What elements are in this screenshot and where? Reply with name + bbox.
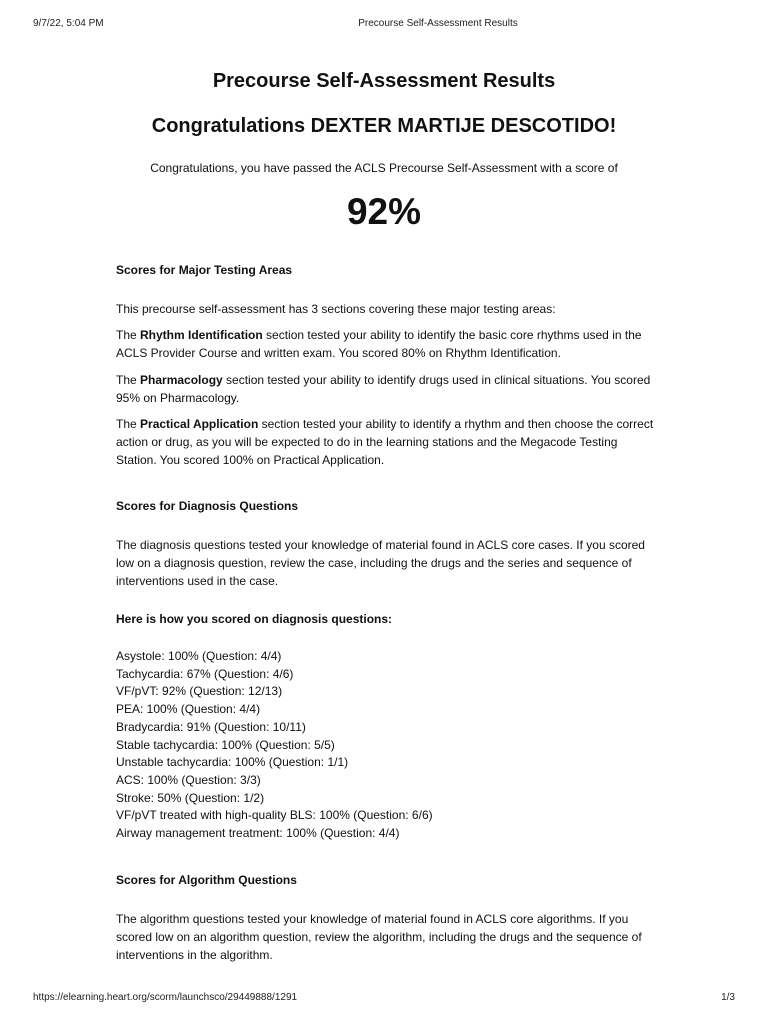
diagnosis-score-list	[116, 648, 433, 843]
diagnosis-heading: Scores for Diagnosis Questions	[116, 499, 299, 513]
rhythm-section-name: Rhythm Identification	[140, 328, 263, 342]
list-item: Bradycardia: 91% (Question: 10/11)	[116, 719, 306, 734]
list-item: Asystole: 100% (Question: 4/4)	[116, 649, 282, 663]
overall-score: 92%	[346, 191, 422, 232]
diagnosis-subheading: Here is how you scored on diagnosis questions:	[116, 612, 393, 626]
rhythm-pre: The	[116, 328, 141, 342]
pharm-pre: The	[116, 373, 141, 387]
list-item: Airway management treatment: 100% (Question: 4/4)	[116, 826, 400, 841]
major-areas-intro: This precourse self-assessment has 3 sections covering these major testing areas:	[116, 302, 556, 316]
list-item: VF/pVT: 92% (Question: 12/13)	[116, 684, 283, 699]
practical-section-name: Practical Application	[140, 417, 259, 431]
page-number: 1/3	[721, 992, 735, 1003]
list-item: Tachycardia: 67% (Question: 4/6)	[116, 666, 294, 681]
print-url: https://elearning.heart.org/scorm/launchsco/29449888/1291	[33, 992, 298, 1003]
list-item: Unstable tachycardia: 100% (Question: 1/1)	[116, 755, 349, 770]
practical-application-paragraph	[116, 415, 661, 469]
diagnosis-intro: The diagnosis questions tested your knowledge of material found in ACLS core cases. If you scored low on a diagnosis question, review the case, including the drugs and the series and sequence of interventions used in the case.	[116, 538, 645, 588]
practical-pre: The	[116, 417, 141, 431]
rhythm-identification-paragraph	[116, 326, 661, 362]
pharmacology-paragraph	[116, 371, 661, 407]
list-item: Stable tachycardia: 100% (Question: 5/5)	[116, 737, 335, 752]
list-item: VF/pVT treated with high-quality BLS: 100% (Question: 6/6)	[116, 808, 433, 823]
algorithm-heading: Scores for Algorithm Questions	[116, 873, 297, 887]
major-areas-heading: Scores for Major Testing Areas	[116, 263, 293, 277]
algorithm-intro: The algorithm questions tested your knowledge of material found in ACLS core algorithms. If you scored low on an algorithm question, review the algorithm, including the drugs and the sequence of interventions in the algorithm.	[116, 912, 642, 962]
passed-message: Congratulations, you have passed the ACLS Precourse Self-Assessment with a score of	[150, 161, 618, 175]
list-item: Stroke: 50% (Question: 1/2)	[116, 790, 265, 805]
list-item: ACS: 100% (Question: 3/3)	[116, 772, 261, 787]
list-item: PEA: 100% (Question: 4/4)	[116, 702, 261, 717]
practical-post: section tested your ability to identify a rhythm and then choose the correct action or drug, as you will be expected to do in the learning stations and the Megacode Testing Station. You scored 100% on Practical Application.	[116, 417, 654, 467]
rhythm-post: section tested your ability to identify the basic core rhythms used in the ACLS Provider Course and written exam. You scored 80% on Rhythm Identification.	[116, 328, 642, 360]
pharm-post: section tested your ability to identify drugs used in clinical situations. You scored 95% on Pharmacology.	[116, 373, 651, 405]
pharm-section-name: Pharmacology	[140, 373, 223, 387]
page-title: Precourse Self-Assessment Results	[212, 70, 556, 92]
print-header-title: Precourse Self-Assessment Results	[358, 18, 518, 29]
congratulations-heading: Congratulations DEXTER MARTIJE DESCOTIDO!	[151, 115, 617, 137]
print-datetime: 9/7/22, 5:04 PM	[33, 18, 104, 29]
